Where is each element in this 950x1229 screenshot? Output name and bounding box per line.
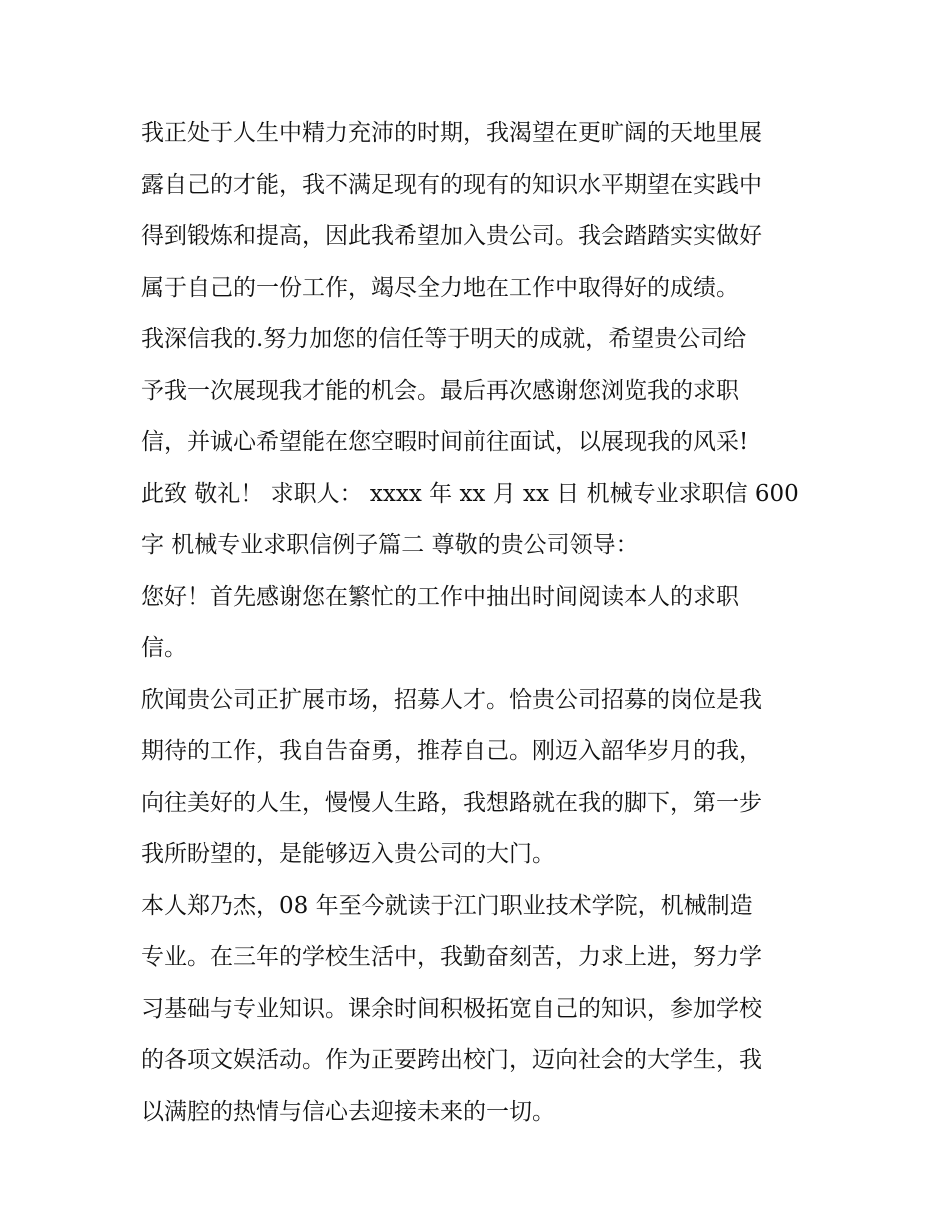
text-line: 以满腔的热情与信心去迎接未来的一切。: [141, 1098, 555, 1125]
text-line: 本人郑乃杰，08 年至今就读于江门职业技术学院，机械制造: [141, 892, 753, 919]
letter-body: [141, 108, 821, 1138]
text-line: 我正处于人生中精力充沛的时期，我渴望在更旷阔的天地里展: [141, 120, 762, 146]
text-line: 向往美好的人生，慢慢人生路，我想路就在我的脚下，第一步: [141, 789, 762, 816]
text-line: 您好！首先感谢您在繁忙的工作中抽出时间阅读本人的求职: [141, 583, 739, 610]
text-line: 露自己的才能，我不满足现有的现有的知识水平期望在实践中: [141, 171, 762, 198]
text-line: 期待的工作，我自告奋勇，推荐自己。刚迈入韶华岁月的我，: [141, 738, 762, 764]
text-line: 我深信我的.努力加您的信任等于明天的成就，希望贵公司给: [141, 326, 747, 352]
text-line: 字 机械专业求职信例子篇二 尊敬的贵公司领导：: [141, 532, 639, 558]
text-line: 信，并诚心希望能在您空暇时间前往面试，以展现我的风采!: [141, 429, 749, 455]
text-line: 信。: [141, 635, 187, 661]
text-line: 的各项文娱活动。作为正要跨出校门，迈向社会的大学生，我: [141, 1047, 762, 1073]
text-line: 习基础与专业知识。课余时间积极拓宽自己的知识，参加学校: [141, 995, 762, 1022]
text-line: 予我一次展现我才能的机会。最后再次感谢您浏览我的求职: [141, 377, 739, 404]
text-line: 属于自己的一份工作，竭尽全力地在工作中取得好的成绩。: [141, 274, 739, 301]
text-line: 我所盼望的，是能够迈入贵公司的大门。: [141, 841, 555, 867]
text-line: 专业。在三年的学校生活中，我勤奋刻苦，力求上进，努力学: [141, 944, 762, 970]
text-line: 欣闻贵公司正扩展市场，招募人才。恰贵公司招募的岗位是我: [141, 686, 762, 713]
text-line: 此致 敬礼！ 求职人： xxxx 年 xx 月 xx 日 机械专业求职信 600: [141, 480, 799, 507]
text-line: 得到锻炼和提高，因此我希望加入贵公司。我会踏踏实实做好: [141, 223, 762, 249]
